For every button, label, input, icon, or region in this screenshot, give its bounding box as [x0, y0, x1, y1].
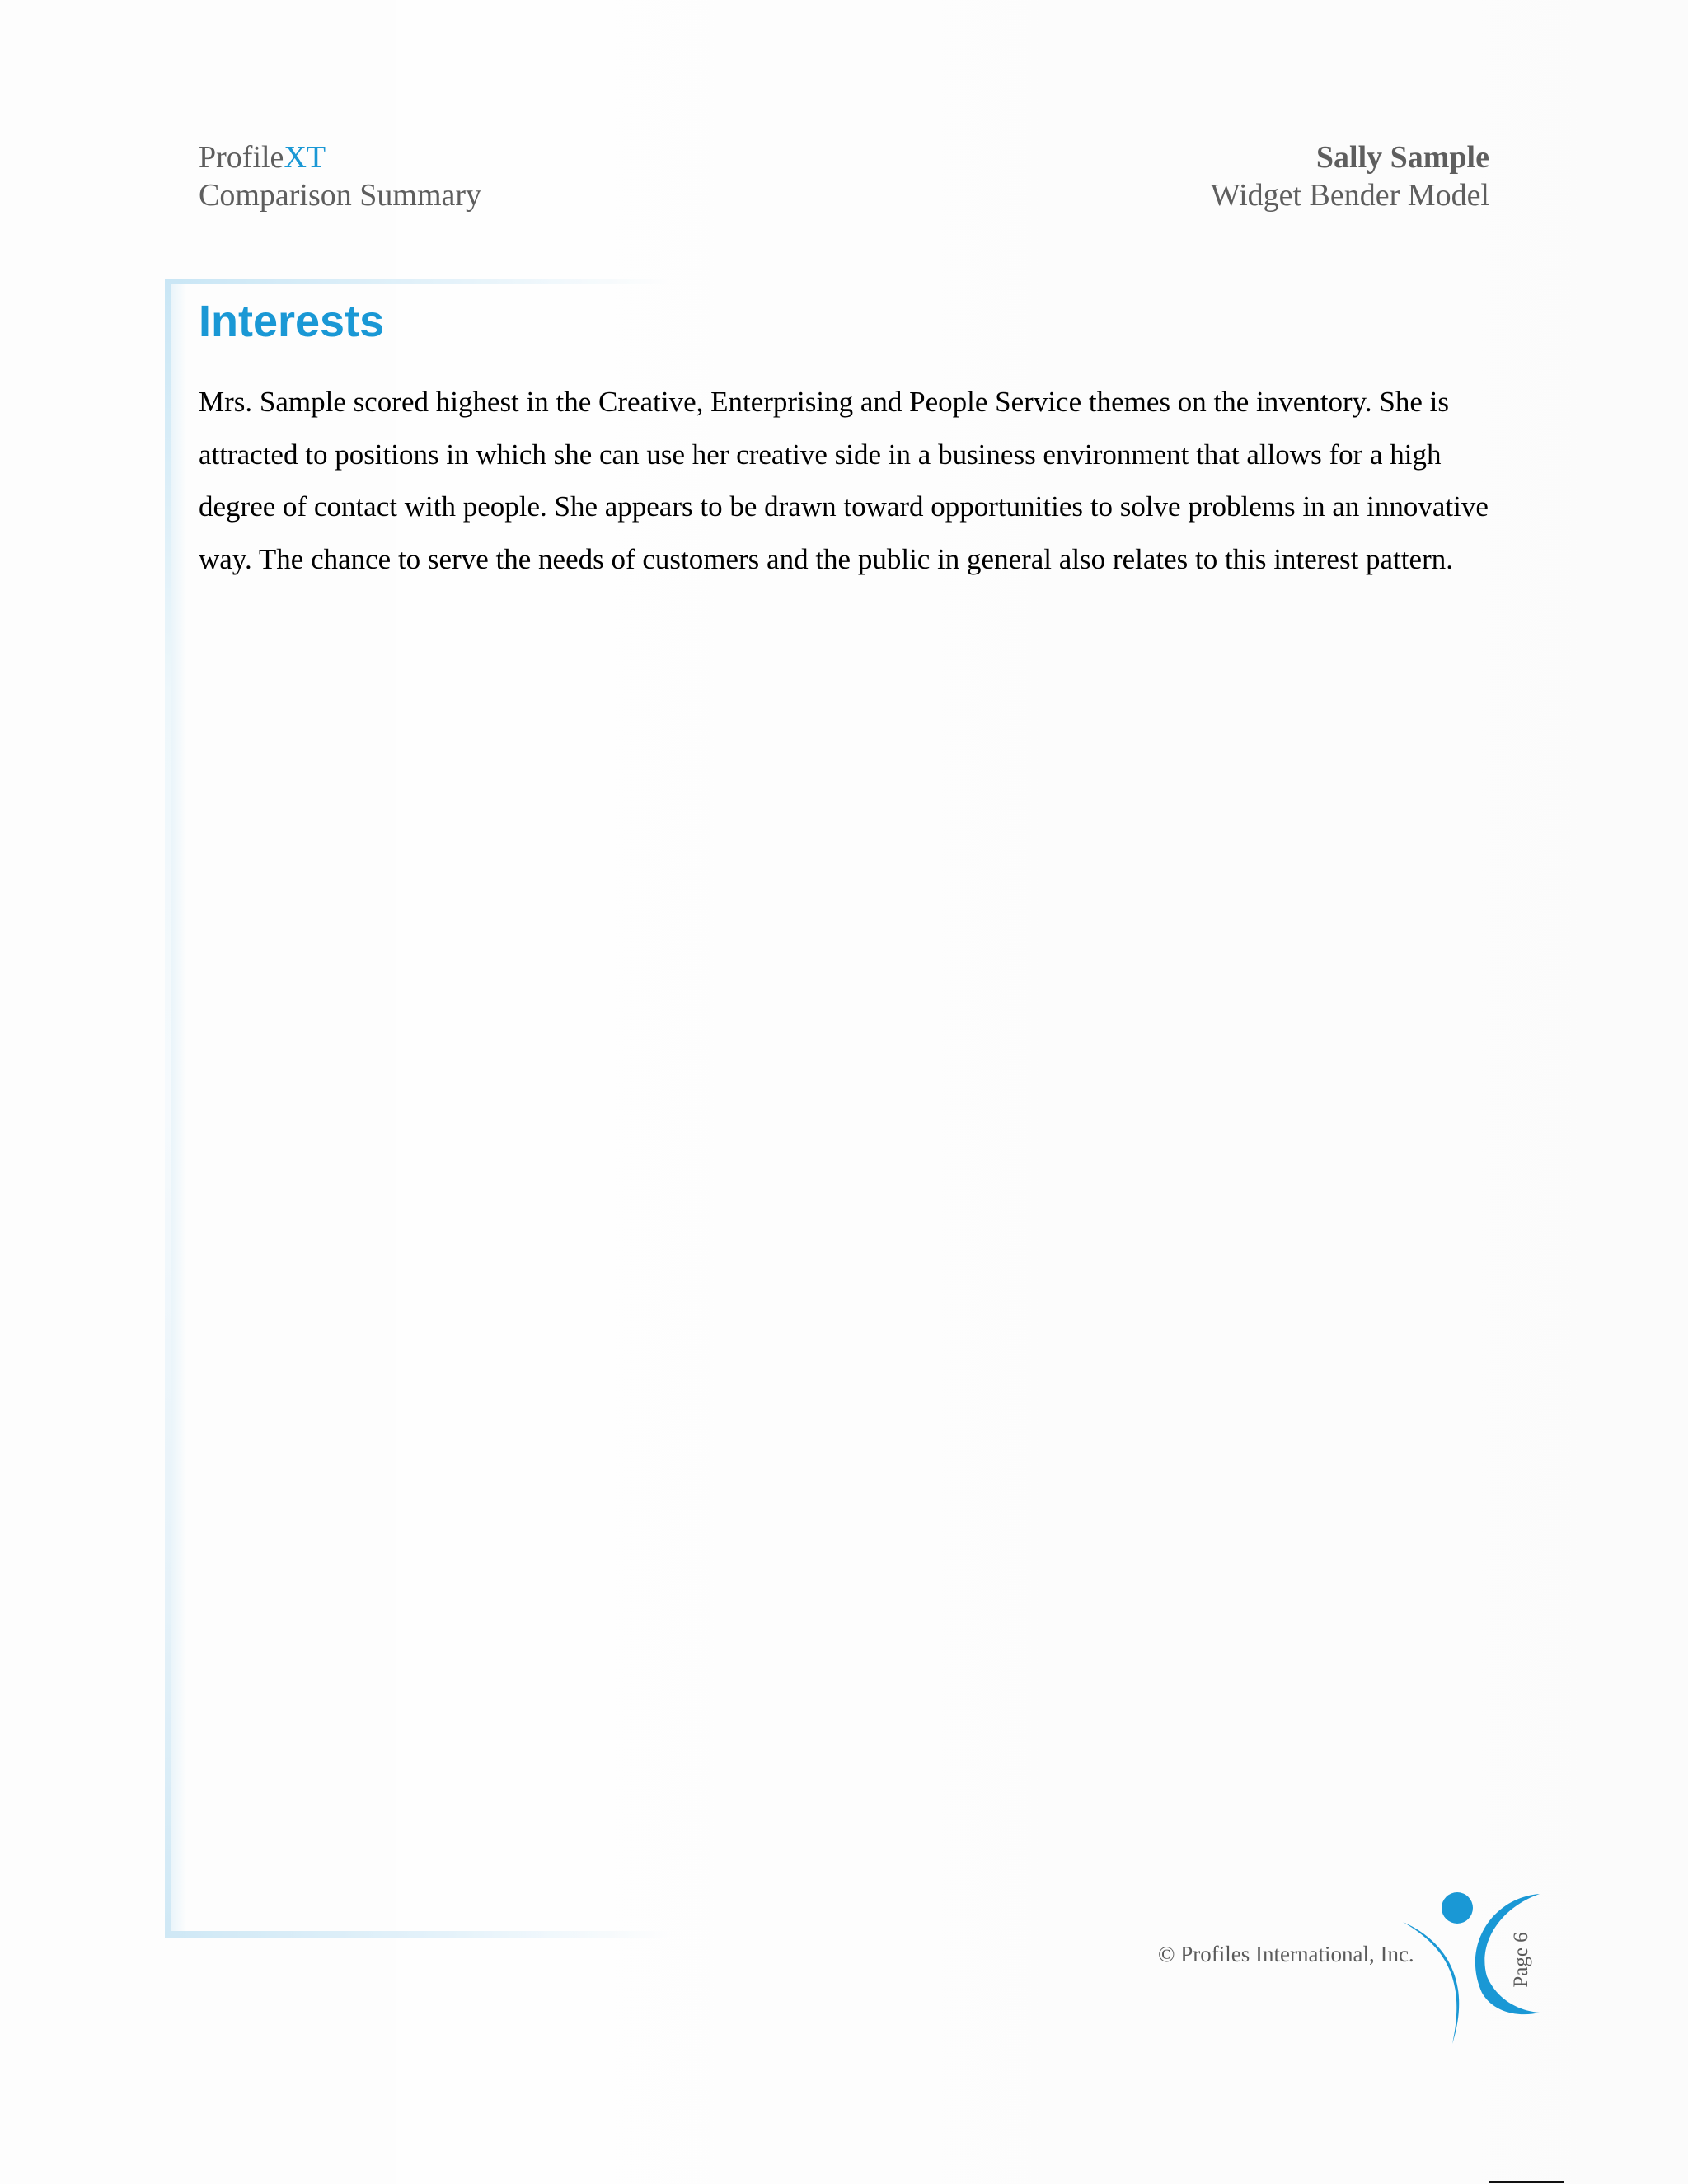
page-background — [396, 0, 1688, 2184]
page-number-label: Page 6 — [1510, 1932, 1532, 1988]
copyright-text: © Profiles International, Inc. — [1158, 1942, 1414, 1966]
report-header-right — [1211, 138, 1489, 214]
report-header-left — [199, 138, 481, 214]
frame-left-glow — [171, 284, 186, 1933]
product-name-part1: Profile — [199, 140, 284, 175]
product-name — [199, 138, 481, 176]
frame-top-border — [167, 279, 670, 284]
frame-bottom-border — [165, 1931, 672, 1938]
section-title: Interests — [199, 297, 385, 346]
report-type: Comparison Summary — [199, 178, 482, 213]
person-name: Sally Sample — [1315, 140, 1489, 175]
page-number — [1500, 1930, 1543, 1990]
model-name: Widget Bender Model — [1210, 178, 1489, 213]
product-name-part2: XT — [284, 140, 326, 175]
section-body: Mrs. Sample scored highest in the Creative, Enterprising and People Service themes on the inventory. She is attracted to positions in which she can use her creative side in a business environment that allows for a high degree of contact with people. She appears to be drawn toward opportunities to solve problems in an innovative way. The chance to serve the needs of customers and the public in general also relates to this interest pattern. — [199, 386, 1489, 575]
corner-rule — [1489, 2181, 1564, 2183]
frame-left-border — [165, 279, 171, 1937]
